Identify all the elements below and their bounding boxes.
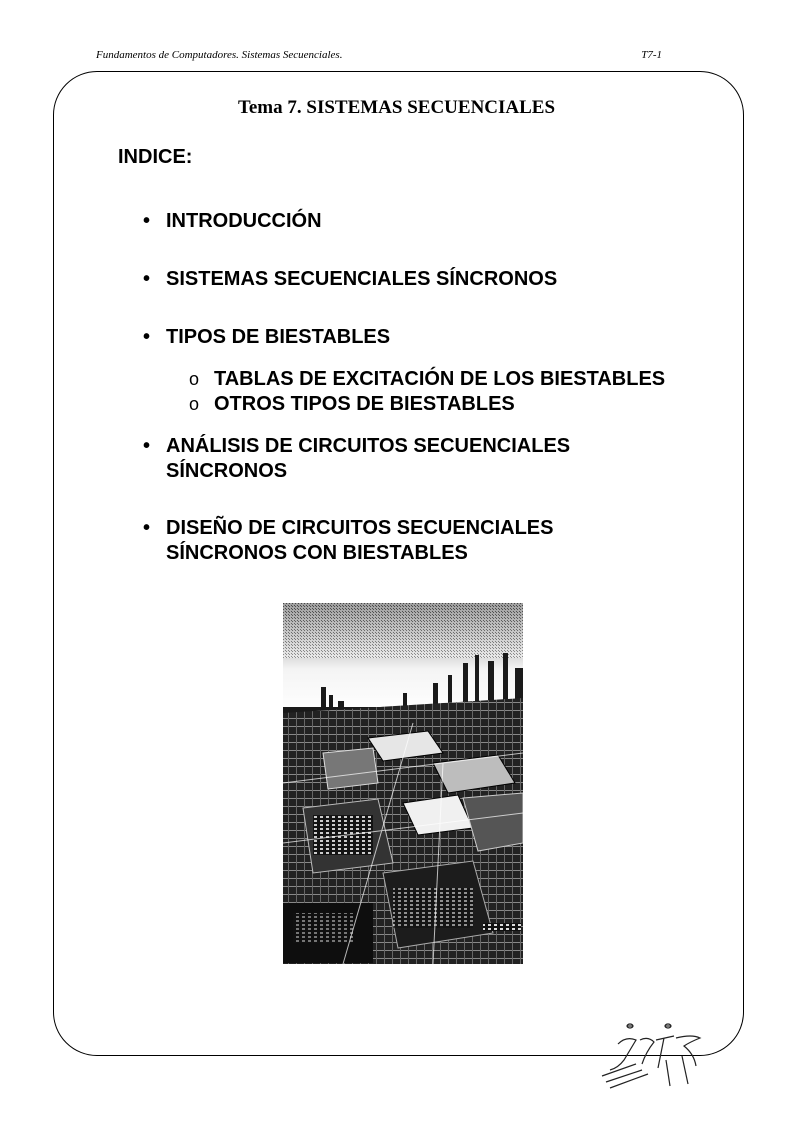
running-header <box>96 49 662 61</box>
index-heading: INDICE: <box>118 146 193 168</box>
bullet-icon: • <box>143 210 151 232</box>
department-logo <box>596 1020 706 1090</box>
index-subitem-tablas-excitacion <box>189 367 665 392</box>
index-subitem-otros-tipos <box>189 392 515 417</box>
circle-bullet-icon: o <box>189 369 200 389</box>
index-item-analisis <box>143 434 570 484</box>
bullet-icon: • <box>143 268 151 290</box>
index-item-label-line2: SÍNCRONOS <box>166 460 288 482</box>
index-item-label-line1: ANÁLISIS DE CIRCUITOS SECUENCIALES <box>166 435 571 457</box>
index-item-label: TIPOS DE BIESTABLES <box>166 326 391 348</box>
bullet-icon: • <box>143 435 151 457</box>
index-item-diseno <box>143 516 553 566</box>
index-item-label: INTRODUCCIÓN <box>166 210 322 232</box>
index-subitem-label: TABLAS DE EXCITACIÓN DE LOS BIESTABLES <box>214 368 666 390</box>
index-item-introduccion <box>143 209 322 234</box>
index-item-tipos-biestables <box>143 325 390 350</box>
index-item-label-line1: DISEÑO DE CIRCUITOS SECUENCIALES <box>166 517 554 539</box>
header-left-text: Fundamentos de Computadores. Sistemas Secuenciales. <box>96 49 343 61</box>
index-subitem-label: OTROS TIPOS DE BIESTABLES <box>214 393 515 415</box>
page-number: T7-1 <box>641 49 662 61</box>
index-item-label: SISTEMAS SECUENCIALES SÍNCRONOS <box>166 268 558 290</box>
circle-bullet-icon: o <box>189 394 200 414</box>
index-item-label-line2: SÍNCRONOS CON BIESTABLES <box>166 542 468 564</box>
bullet-icon: • <box>143 517 151 539</box>
page-title: Tema 7. SISTEMAS SECUENCIALES <box>237 97 556 118</box>
bullet-icon: • <box>143 326 151 348</box>
index-item-sistemas-sincronos <box>143 267 557 292</box>
circuit-board-image <box>283 603 523 964</box>
